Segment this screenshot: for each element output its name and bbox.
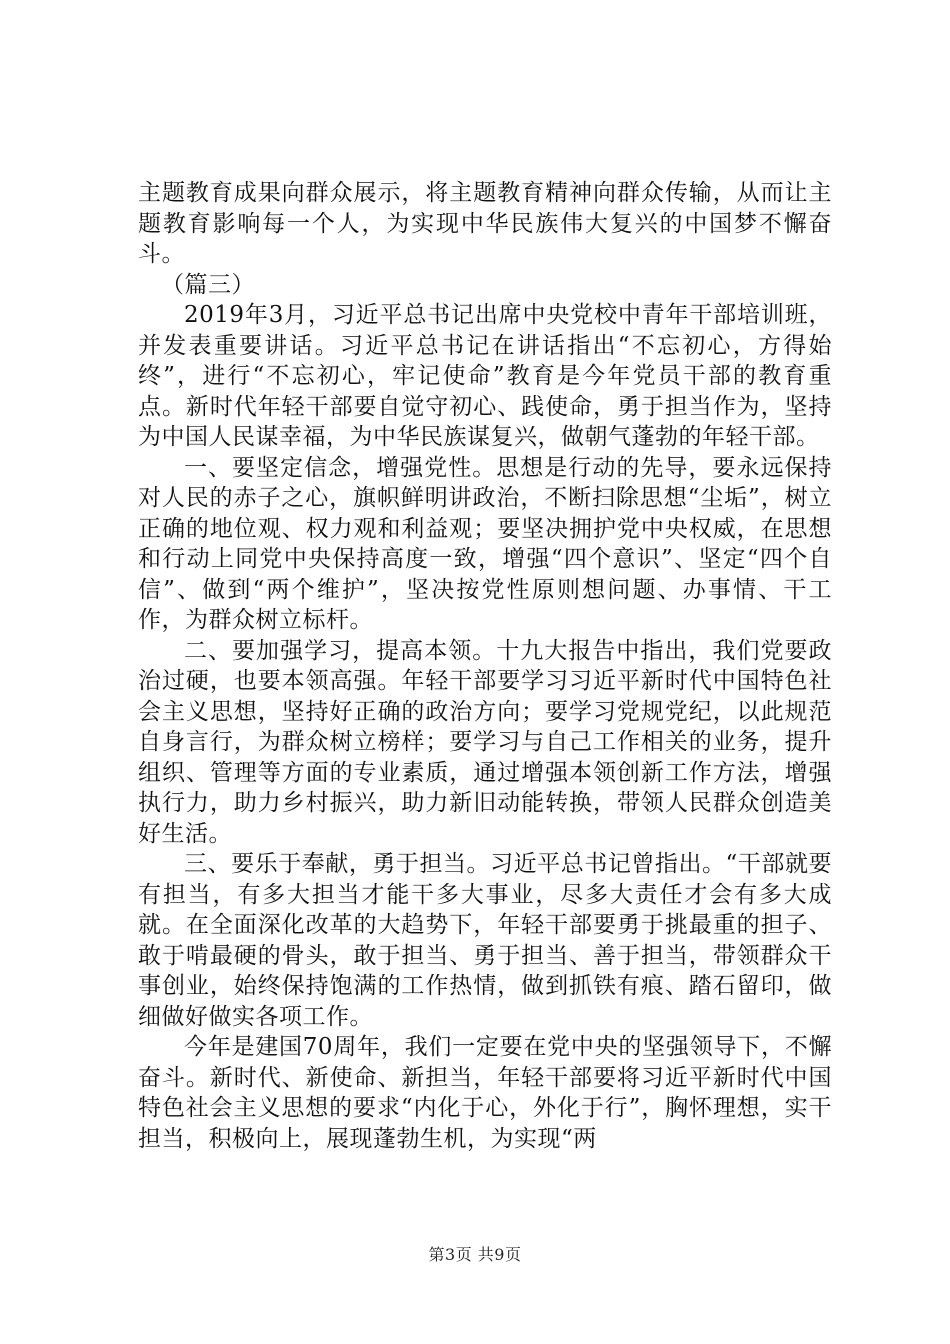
paragraph-intro: 2019年3月，习近平总书记出席中央党校中青年干部培训班，并发表重要讲话。习近平总书记在讲话指出“不忘初心，方得始终”，进行“不忘初心，牢记使命”教育是今年党员干部的教育重点。新时代年轻干部要自觉守初心、践使命，勇于担当作为，坚持为中国人民谋幸福，为中华民族谋复兴，做朝气蓬勃的年轻干部。 (138, 302, 832, 450)
document-body (138, 178, 832, 1154)
paragraph-point-one: 一、要坚定信念，增强党性。思想是行动的先导，要永远保持对人民的赤子之心，旗帜鲜明讲政治，不断扫除思想“尘垢”，树立正确的地位观、权力观和利益观；要坚决拥护党中央权威，在思想和行动上同党中央保持高度一致，增强“四个意识”、坚定“四个自信”、做到“两个维护”，坚决按党性原则想问题、办事情、干工作，为群众树立标杆。 (138, 454, 832, 633)
paragraph-point-three: 三、要乐于奉献，勇于担当。习近平总书记曾指出。“干部就要有担当，有多大担当才能干多大事业，尽多大责任才会有多大成就。在全面深化改革的大趋势下，年轻干部要勇于挑最重的担子、敢于啃最硬的骨头，敢于担当、勇于担当、善于担当，带领群众干事创业，始终保持饱满的工作热情，做到抓铁有痕、踏石留印，做细做好做实各项工作。 (138, 851, 832, 1030)
paragraph-point-two: 二、要加强学习，提高本领。十九大报告中指出，我们党要政治过硬，也要本领高强。年轻干部要学习习近平新时代中国特色社会主义思想，坚持好正确的政治方向；要学习党规党纪，以此规范自身言行，为群众树立榜样；要学习与自己工作相关的业务，提升组织、管理等方面的专业素质，通过增强本领创新工作方法，增强执行力，助力乡村振兴，助力新旧动能转换，带领人民群众创造美好生活。 (138, 637, 832, 847)
page-number-footer: 第3页 共9页 (428, 1245, 522, 1264)
section-heading: （篇三） (161, 271, 255, 298)
paragraph-continuation: 主题教育成果向群众展示，将主题教育精神向群众传输，从而让主题教育影响每一个人，为实现中华民族伟大复兴的中国梦不懈奋斗。 (138, 180, 832, 267)
paragraph-conclusion: 今年是建国70周年，我们一定要在党中央的坚强领导下，不懈奋斗。新时代、新使命、新担当，年轻干部要将习近平新时代中国特色社会主义思想的要求“内化于心，外化于行”，胸怀理想，实干担当，积极向上，展现蓬勃生机，为实现“两 (138, 1034, 832, 1152)
